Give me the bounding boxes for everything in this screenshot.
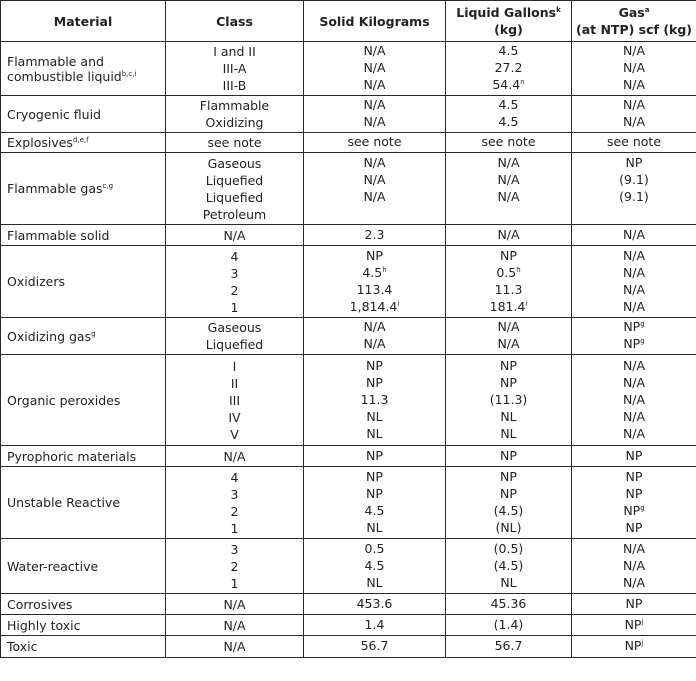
- gas-value: N/A: [622, 265, 646, 280]
- liquid-cell: [446, 133, 572, 153]
- class-cell: [166, 446, 304, 467]
- class-value: N/A: [223, 596, 246, 612]
- liquid-cell: [446, 467, 572, 539]
- solid-value: 4.5$^h$: [362, 265, 387, 280]
- gas-cell: [572, 246, 696, 318]
- solid-cell: [304, 318, 446, 355]
- class-value: V: [230, 426, 239, 442]
- solid-footnote: i: [397, 300, 400, 308]
- class-value: 4: [230, 248, 239, 264]
- material-name: Flammable and combustible liquid: [7, 53, 122, 84]
- material-cell: [1, 539, 166, 594]
- liquid-value: 11.3: [494, 282, 523, 297]
- liquid-value: 45.36: [490, 596, 527, 611]
- solid-value: 0.5: [364, 541, 385, 556]
- class-value: Oxidizing: [205, 115, 264, 130]
- material-name: Explosives: [7, 135, 73, 150]
- solid-value: NP: [366, 469, 383, 484]
- class-cell: [166, 153, 304, 225]
- solid-cell: [304, 133, 446, 153]
- material-cell: [1, 446, 166, 467]
- class-cell: [166, 355, 304, 446]
- liquid-value: NP: [500, 448, 517, 463]
- class-cell: [166, 467, 304, 539]
- material-cell: [1, 594, 166, 615]
- material-cell: [1, 42, 166, 96]
- class-cell: [166, 246, 304, 318]
- material-name: Flammable gas: [7, 181, 103, 196]
- gas-value: N/A: [622, 575, 646, 590]
- solid-cell: [304, 467, 446, 539]
- class-value: N/A: [223, 639, 246, 654]
- gas-cell: [572, 42, 696, 96]
- material-footnote: c,g: [102, 182, 114, 190]
- liquid-cell: [446, 594, 572, 615]
- gas-value: $NP^g$: [623, 319, 645, 334]
- solid-value: 56.7: [360, 638, 389, 653]
- material-name: Oxidizers: [7, 274, 66, 289]
- gas-cell: [572, 636, 696, 658]
- gas-cell: [572, 539, 696, 594]
- solid-value: NP: [366, 248, 383, 263]
- liquid-value: N/A: [497, 227, 520, 242]
- material-name: Organic peroxides: [7, 392, 121, 408]
- liquid-value: N/A: [497, 319, 520, 334]
- gas-value: N/A: [622, 248, 646, 263]
- class-value: 3: [230, 541, 239, 557]
- liquid-value: see note: [481, 134, 536, 149]
- solid-cell: [304, 355, 446, 446]
- table-row: [1, 96, 696, 133]
- class-value: Liquefied: [205, 337, 264, 352]
- liquid-value: (4.5): [493, 558, 524, 573]
- gas-value: (9.1): [619, 189, 649, 204]
- gas-value: N/A: [622, 282, 646, 297]
- solid-value: N/A: [363, 189, 386, 204]
- gas-value: $NP^g$: [623, 336, 645, 351]
- gas-value: NP: [625, 486, 643, 501]
- liquid-value: N/A: [497, 336, 520, 351]
- liquid-cell: [446, 318, 572, 355]
- solid-value: N/A: [363, 172, 386, 187]
- material-name: Water-reactive: [7, 558, 99, 574]
- gas-value: N/A: [622, 558, 646, 573]
- solid-value: NL: [366, 520, 383, 535]
- class-value: 1: [230, 520, 239, 536]
- material-footnote: b,c,i: [121, 69, 137, 78]
- liquid-value: NP: [500, 486, 517, 501]
- solid-value: NL: [366, 575, 383, 590]
- solid-cell: [304, 446, 446, 467]
- gas-value: $NP^j$: [624, 638, 644, 653]
- class-value: N/A: [223, 617, 246, 633]
- gas-value: N/A: [622, 227, 646, 242]
- gas-cell: [572, 318, 696, 355]
- table-row: [1, 539, 696, 594]
- material-name: Toxic: [7, 639, 38, 654]
- material-cell: [1, 96, 166, 133]
- material-name: Flammable solid: [7, 227, 110, 243]
- solid-value: 4.5: [364, 503, 385, 518]
- solid-value: NP: [366, 486, 383, 501]
- liquid-value: NP: [500, 469, 517, 484]
- gas-value: $NP^j$: [624, 617, 644, 632]
- material-name: Unstable Reactive: [7, 495, 121, 510]
- material-cell: [1, 153, 166, 225]
- table-row: [1, 42, 696, 96]
- header-material: Material: [1, 1, 166, 42]
- gas-cell: [572, 355, 696, 446]
- class-value: I: [232, 358, 237, 374]
- gas-footnote: g: [640, 320, 645, 328]
- liquid-value: NL: [500, 575, 517, 590]
- liquid-value: (4.5): [493, 503, 524, 518]
- solid-value: 1,814.4$^i$: [349, 299, 400, 314]
- gas-cell: [572, 96, 696, 133]
- table-row: [1, 246, 696, 318]
- liquid-cell: [446, 636, 572, 658]
- solid-value: N/A: [363, 97, 386, 112]
- gas-value: N/A: [622, 426, 646, 441]
- gas-value: NP: [625, 520, 643, 535]
- table-row: [1, 467, 696, 539]
- gas-footnote: g: [640, 337, 645, 345]
- class-value: 2: [230, 558, 239, 574]
- class-value: 2: [230, 503, 239, 519]
- table-row: [1, 153, 696, 225]
- class-value: III-A: [222, 61, 247, 76]
- class-value: 3: [230, 486, 239, 502]
- table-row: [1, 225, 696, 246]
- liquid-value: N/A: [497, 189, 520, 204]
- gas-cell: [572, 615, 696, 636]
- class-cell: [166, 615, 304, 636]
- solid-value: N/A: [363, 43, 386, 58]
- class-value: Petroleum: [202, 206, 267, 222]
- gas-value: N/A: [622, 114, 646, 129]
- solid-value: N/A: [363, 155, 386, 170]
- liquid-cell: [446, 96, 572, 133]
- header-liquid: [446, 1, 572, 42]
- material-name: Cryogenic fluid: [7, 106, 101, 122]
- gas-value: N/A: [622, 299, 646, 314]
- solid-value: 1.4: [364, 617, 385, 632]
- material-name: Pyrophoric materials: [7, 448, 137, 464]
- liquid-footnote: h: [516, 266, 521, 274]
- class-value: 2: [230, 282, 239, 298]
- liquid-value: 181.4$^i$: [489, 299, 528, 314]
- gas-value: NP: [625, 155, 643, 170]
- liquid-value: 27.2: [494, 60, 523, 75]
- header-liquid-title: Liquid Gallons: [456, 5, 557, 20]
- class-cell: [166, 133, 304, 153]
- liquid-value: NP: [500, 248, 517, 263]
- class-value: 1: [230, 575, 239, 591]
- solid-cell: [304, 594, 446, 615]
- header-gas-footnote: a: [644, 6, 650, 14]
- liquid-footnote: i: [525, 300, 528, 308]
- gas-cell: [572, 133, 696, 153]
- class-value: Liquefied: [205, 189, 264, 205]
- liquid-footnote: n: [520, 78, 525, 86]
- header-class: Class: [166, 1, 304, 42]
- class-value: I and II: [213, 44, 256, 59]
- table-row: [1, 133, 696, 153]
- liquid-value: NP: [500, 358, 517, 373]
- gas-value: N/A: [622, 392, 646, 407]
- class-value: see note: [207, 135, 262, 150]
- solid-cell: [304, 636, 446, 658]
- liquid-value: 4.5: [498, 114, 519, 129]
- liquid-value: 54.4$^n$: [492, 77, 525, 92]
- solid-value: N/A: [363, 60, 386, 75]
- solid-value: 113.4: [356, 282, 393, 297]
- class-value: IV: [228, 409, 241, 425]
- gas-cell: [572, 467, 696, 539]
- liquid-value: 0.5$^h$: [496, 265, 521, 280]
- solid-cell: [304, 42, 446, 96]
- header-gas-title: Gas: [618, 5, 645, 20]
- solid-value: N/A: [363, 336, 386, 351]
- solid-value: N/A: [363, 114, 386, 129]
- gas-value: NP: [625, 469, 643, 484]
- gas-cell: [572, 153, 696, 225]
- material-cell: [1, 133, 166, 153]
- solid-footnote: h: [382, 266, 387, 274]
- solid-value: 453.6: [356, 596, 393, 611]
- gas-value: N/A: [622, 97, 646, 112]
- gas-cell: [572, 446, 696, 467]
- class-cell: [166, 636, 304, 658]
- header-row: [1, 1, 696, 42]
- liquid-value: 4.5: [498, 43, 519, 58]
- solid-value: 2.3: [364, 227, 385, 242]
- material-name: Corrosives: [7, 596, 73, 612]
- material-cell: [1, 318, 166, 355]
- table-row: [1, 318, 696, 355]
- class-cell: [166, 96, 304, 133]
- header-solid: Solid Kilograms: [304, 1, 446, 42]
- liquid-value: (0.5): [493, 541, 524, 556]
- gas-value: N/A: [622, 77, 646, 92]
- class-value: II: [230, 375, 239, 391]
- gas-value: N/A: [622, 541, 646, 556]
- class-value: N/A: [223, 227, 246, 243]
- material-name: Highly toxic: [7, 617, 81, 633]
- gas-value: N/A: [622, 60, 646, 75]
- class-value: Flammable: [199, 98, 270, 113]
- material-cell: [1, 636, 166, 658]
- class-cell: [166, 318, 304, 355]
- class-value: III-B: [222, 78, 247, 93]
- gas-footnote: j: [641, 639, 644, 647]
- liquid-cell: [446, 246, 572, 318]
- class-cell: [166, 594, 304, 615]
- table-row: [1, 355, 696, 446]
- header-liquid-footnote: k: [556, 6, 561, 14]
- gas-cell: [572, 225, 696, 246]
- header-gas: [572, 1, 696, 42]
- gas-value: N/A: [622, 358, 646, 373]
- liquid-value: 56.7: [494, 638, 523, 653]
- class-cell: [166, 42, 304, 96]
- solid-cell: [304, 539, 446, 594]
- liquid-cell: [446, 225, 572, 246]
- material-cell: [1, 355, 166, 446]
- solid-value: 11.3: [360, 392, 389, 407]
- class-value: 3: [230, 265, 239, 281]
- liquid-value: 4.5: [498, 97, 519, 112]
- liquid-value: NL: [500, 409, 517, 424]
- gas-footnote: j: [641, 618, 644, 626]
- gas-footnote: g: [640, 504, 645, 512]
- solid-cell: [304, 615, 446, 636]
- liquid-value: NP: [500, 375, 517, 390]
- gas-value: NP: [625, 596, 643, 611]
- class-value: Gaseous: [207, 320, 262, 335]
- solid-value: NP: [366, 375, 383, 390]
- material-footnote: d,e,f: [72, 136, 89, 144]
- solid-value: NP: [366, 448, 383, 463]
- gas-cell: [572, 594, 696, 615]
- solid-cell: [304, 96, 446, 133]
- header-gas-unit: (at NTP) scf (kg): [575, 22, 692, 37]
- liquid-cell: [446, 355, 572, 446]
- solid-value: N/A: [363, 319, 386, 334]
- gas-value: (9.1): [619, 172, 649, 187]
- gas-value: N/A: [622, 43, 646, 58]
- gas-value: N/A: [622, 375, 646, 390]
- gas-value: NP: [625, 448, 643, 463]
- liquid-value: (NL): [495, 520, 522, 535]
- material-cell: [1, 467, 166, 539]
- class-value: Gaseous: [207, 155, 262, 171]
- class-value: Liquefied: [205, 172, 264, 188]
- class-value: III: [228, 392, 241, 408]
- liquid-value: (1.4): [493, 617, 524, 632]
- gas-value: see note: [606, 134, 662, 149]
- liquid-value: (11.3): [489, 392, 528, 407]
- liquid-cell: [446, 153, 572, 225]
- class-value: N/A: [223, 448, 246, 464]
- material-name: Oxidizing gas: [7, 328, 92, 344]
- header-liquid-unit: (kg): [494, 22, 523, 37]
- class-cell: [166, 539, 304, 594]
- table-row: [1, 636, 696, 658]
- solid-cell: [304, 225, 446, 246]
- solid-value: 4.5: [364, 558, 385, 573]
- liquid-cell: [446, 42, 572, 96]
- class-value: 4: [230, 469, 239, 485]
- solid-value: NL: [366, 409, 383, 424]
- table-row: [1, 615, 696, 636]
- liquid-value: N/A: [497, 172, 520, 187]
- liquid-cell: [446, 615, 572, 636]
- class-cell: [166, 225, 304, 246]
- solid-cell: [304, 153, 446, 225]
- solid-value: NL: [366, 426, 383, 441]
- table-body: [1, 42, 696, 658]
- gas-value: $NP^g$: [623, 503, 645, 518]
- liquid-value: N/A: [497, 155, 520, 170]
- liquid-cell: [446, 446, 572, 467]
- table-row: [1, 446, 696, 467]
- solid-cell: [304, 246, 446, 318]
- solid-value: N/A: [363, 77, 386, 92]
- material-footnote: g: [91, 329, 96, 338]
- material-cell: [1, 615, 166, 636]
- gas-value: N/A: [622, 409, 646, 424]
- solid-value: see note: [347, 134, 402, 149]
- liquid-cell: [446, 539, 572, 594]
- table-row: [1, 594, 696, 615]
- liquid-value: NL: [500, 426, 517, 441]
- solid-value: NP: [366, 358, 383, 373]
- material-cell: [1, 246, 166, 318]
- class-value: 1: [230, 299, 239, 315]
- material-cell: [1, 225, 166, 246]
